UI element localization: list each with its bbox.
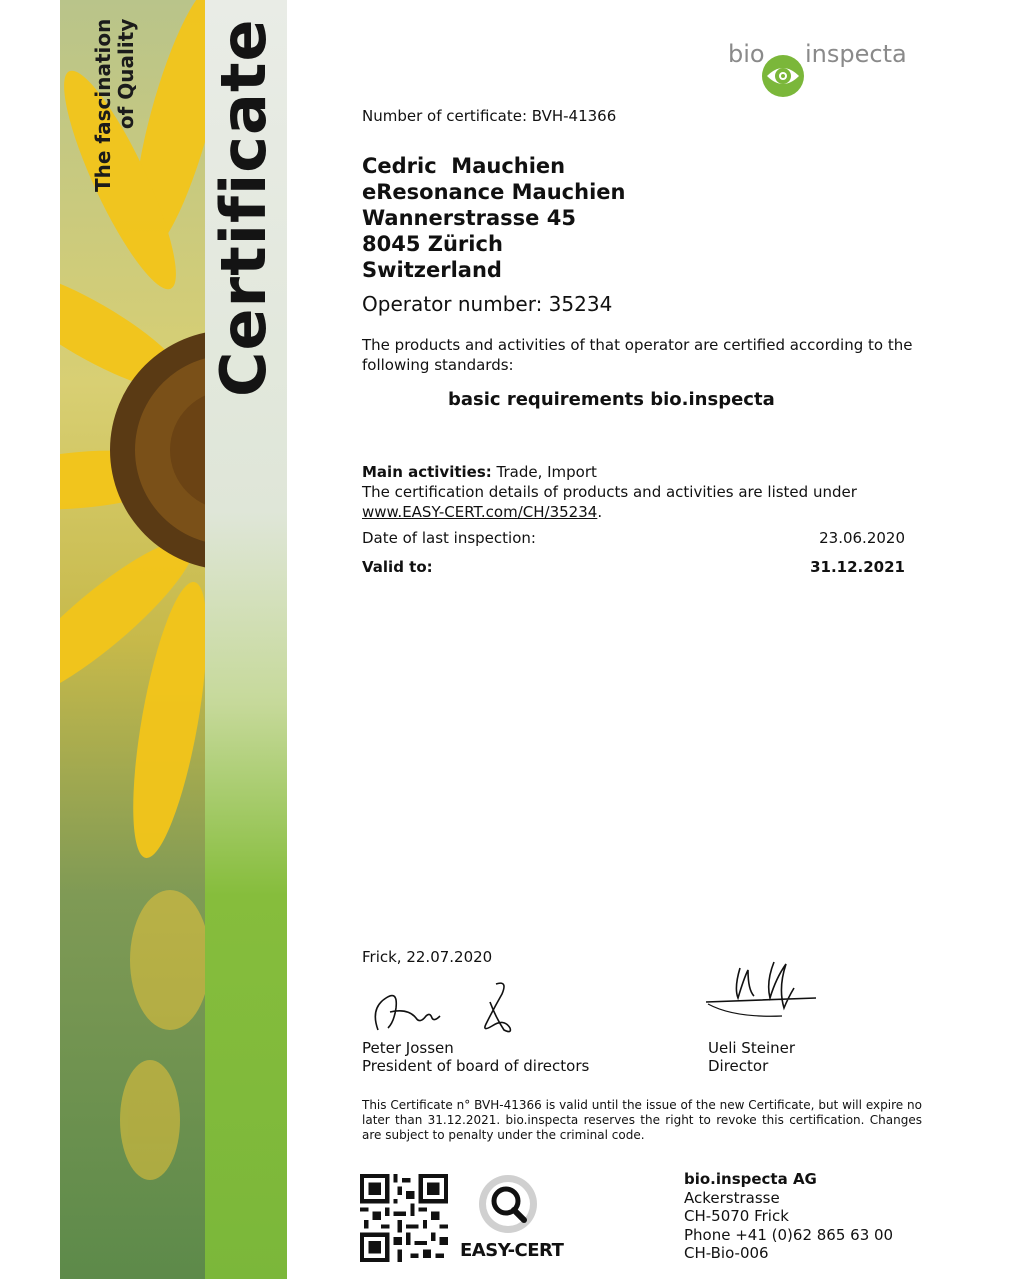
- easy-cert-magnifier-icon: [476, 1174, 540, 1236]
- operator-name: Cedric Mauchien: [362, 154, 566, 178]
- operator-city: 8045 Zürich: [362, 232, 503, 256]
- valid-to-label: Valid to:: [362, 558, 433, 576]
- signature-peter-jossen: [368, 978, 538, 1038]
- valid-to-date: 31.12.2021: [810, 558, 905, 576]
- certificate-heading: Certificate: [207, 18, 280, 397]
- activities-block: [362, 462, 922, 522]
- certificate-number: Number of certificate: BVH-41366: [362, 107, 617, 125]
- issuer-phone: Phone +41 (0)62 865 63 00: [684, 1225, 894, 1244]
- logo-text-right: inspecta: [805, 40, 907, 68]
- main-activities-label: Main activities:: [362, 463, 492, 481]
- signature-ueli-steiner: [704, 958, 824, 1030]
- details-link-line: [362, 502, 922, 522]
- tagline-line-1: The fascination: [91, 18, 115, 192]
- issuer-street: Ackerstrasse: [684, 1188, 780, 1207]
- last-inspection-date: 23.06.2020: [819, 529, 905, 547]
- qr-code-icon[interactable]: [360, 1174, 448, 1262]
- details-link-period: .: [597, 503, 603, 521]
- operator-street: Wannerstrasse 45: [362, 206, 576, 230]
- operator-number: Operator number: 35234: [362, 292, 613, 316]
- validity-disclaimer: This Certificate n° BVH-41366 is valid until the issue of the new Certificate, but will expire no later than 31.12.2021. bio.inspecta reserves the right to revoke this certification. Changes are subject to penalty under the criminal code.: [362, 1098, 922, 1142]
- tagline: [92, 19, 138, 192]
- signatory-1-title: President of board of directors: [362, 1057, 590, 1075]
- easy-cert-label: EASY-CERT: [460, 1240, 564, 1261]
- main-activities: [362, 462, 922, 482]
- signatory-1: [362, 1039, 589, 1075]
- tagline-line-2: of Quality: [114, 18, 138, 130]
- eye-logo-icon: [761, 52, 805, 98]
- certification-standard: basic requirements bio.inspecta: [448, 389, 775, 410]
- issuer-code: CH-Bio-006: [684, 1244, 769, 1262]
- issuer-address: [684, 1170, 893, 1263]
- certification-intro: The products and activities of that operator are certified according to the following standards:: [362, 336, 913, 374]
- easy-cert-link[interactable]: www.EASY-CERT.com/CH/35234: [362, 503, 598, 521]
- last-inspection-label: Date of last inspection:: [362, 529, 536, 547]
- details-text: The certification details of products and activities are listed under: [362, 483, 857, 501]
- issuer-city: CH-5070 Frick: [684, 1207, 789, 1225]
- operator-country: Switzerland: [362, 258, 502, 282]
- operator-address: [362, 153, 625, 283]
- bio-inspecta-logo: [728, 40, 908, 100]
- signatory-1-name: Peter Jossen: [362, 1039, 454, 1057]
- logo-text-left: bio: [728, 40, 765, 68]
- signatory-2: [708, 1039, 795, 1075]
- signatory-2-name: Ueli Steiner: [708, 1039, 796, 1057]
- operator-company: eResonance Mauchien: [362, 180, 626, 204]
- issuer-name: bio.inspecta AG: [684, 1170, 817, 1188]
- signatory-2-title: Director: [708, 1057, 769, 1075]
- place-date: Frick, 22.07.2020: [362, 948, 493, 966]
- main-activities-value: Trade, Import: [491, 463, 597, 481]
